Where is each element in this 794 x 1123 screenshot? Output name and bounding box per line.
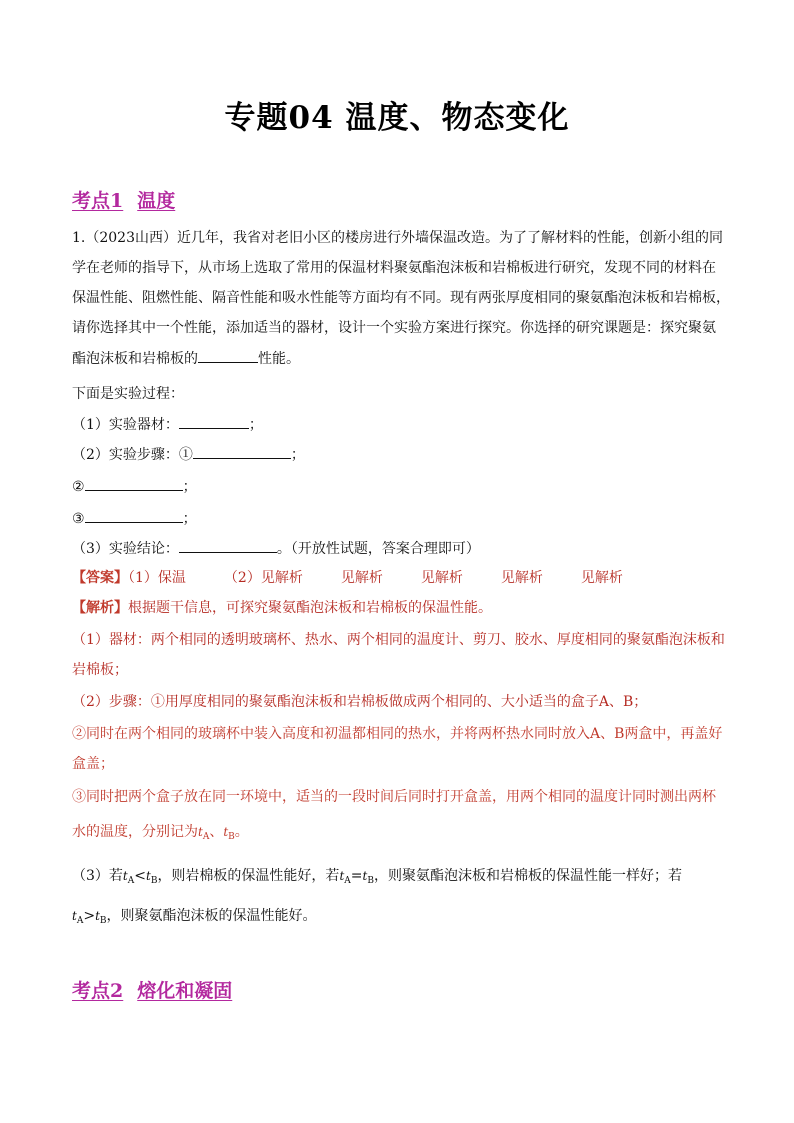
answer-blank — [193, 444, 291, 459]
analysis-line-1b: 岩棉板； — [72, 662, 128, 678]
section-name: 熔化和凝固 — [137, 980, 233, 1002]
process-heading: 下面是实验过程： — [72, 386, 184, 402]
analysis-line-3a: ②同时在两个相同的玻璃杯中装入高度和初温都相同的热水，并将两杯热水同时放入A、B两盒中，再盖好 — [72, 726, 723, 742]
page-title: 专题04 温度、物态变化 — [224, 100, 570, 136]
conclusion-line-1: （3）若$t_A<t_B$，则岩棉板的保温性能好，若$t_A=t_B$，则聚氨酯泡沫板和岩棉板的保温性能一样好；若 — [72, 868, 682, 886]
step-conclusion: （3）实验结论： 。（开放性试题，答案合理即可） — [72, 538, 732, 559]
answer-tag: 【答案】 — [72, 570, 128, 586]
question-line-5: 酯泡沫板和岩棉板的 性能。 — [72, 348, 732, 369]
step-materials: （1）实验器材： ； — [72, 414, 732, 435]
section-label: 考点2 — [72, 980, 124, 1002]
question-line-3: 保温性能、阻燃性能、隔音性能和吸水性能等方面均有不同。现有两张厚度相同的聚氨酯泡沫板和岩棉板， — [72, 290, 730, 306]
answer-blank — [85, 476, 183, 491]
question-line-4: 请你选择其中一个性能，添加适当的器材，设计一个实验方案进行探究。你选择的研究课题是：探究聚氨 — [72, 320, 716, 336]
answer-blank — [198, 348, 258, 363]
answer-blank — [179, 538, 277, 553]
section-name: 温度 — [137, 190, 176, 212]
conclusion-line-2: $t_A>t_B$，则聚氨酯泡沫板的保温性能好。 — [72, 908, 317, 926]
analysis-intro: 【解析】根据题干信息，可探究聚氨酯泡沫板和岩棉板的保温性能。 — [72, 600, 492, 616]
analysis-line-3b: 盒盖； — [72, 756, 114, 772]
analysis-tag: 【解析】 — [72, 600, 128, 616]
analysis-line-4a: ③同时把两个盒子放在同一环境中，适当的一段时间后同时打开盒盖，用两个相同的温度计同时测出两杯 — [72, 789, 716, 805]
step-3: ③ ； — [72, 508, 732, 529]
step-procedure: （2）实验步骤：① ； — [72, 444, 732, 465]
section-heading-2 — [72, 976, 232, 1003]
analysis-line-2: （2）步骤：①用厚度相同的聚氨酯泡沫板和岩棉板做成两个相同的、大小适当的盒子A、B； — [72, 694, 648, 710]
step-2: ② ； — [72, 476, 732, 497]
analysis-line-4b: 水的温度，分别记为$t_A$、$t_B$。 — [72, 824, 249, 842]
question-line-2: 学在老师的指导下，从市场上选取了常用的保温材料聚氨酯泡沫板和岩棉板进行研究，发现不同的材料在 — [72, 260, 716, 276]
section-label: 考点1 — [72, 190, 124, 212]
analysis-line-1a: （1）器材：两个相同的透明玻璃杯、热水、两个相同的温度计、剪刀、胶水、厚度相同的聚氨酯泡沫板和 — [72, 632, 725, 648]
answer-blank — [85, 508, 183, 523]
question-line-1: 1.（2023山西）近几年，我省对老旧小区的楼房进行外墙保温改造。为了了解材料的性能，创新小组的同 — [72, 230, 723, 246]
answer-line: 【答案】（1）保温 （2）见解析 见解析 见解析 见解析 见解析 — [72, 570, 623, 586]
answer-blank — [179, 414, 249, 429]
section-heading-1 — [72, 186, 175, 213]
